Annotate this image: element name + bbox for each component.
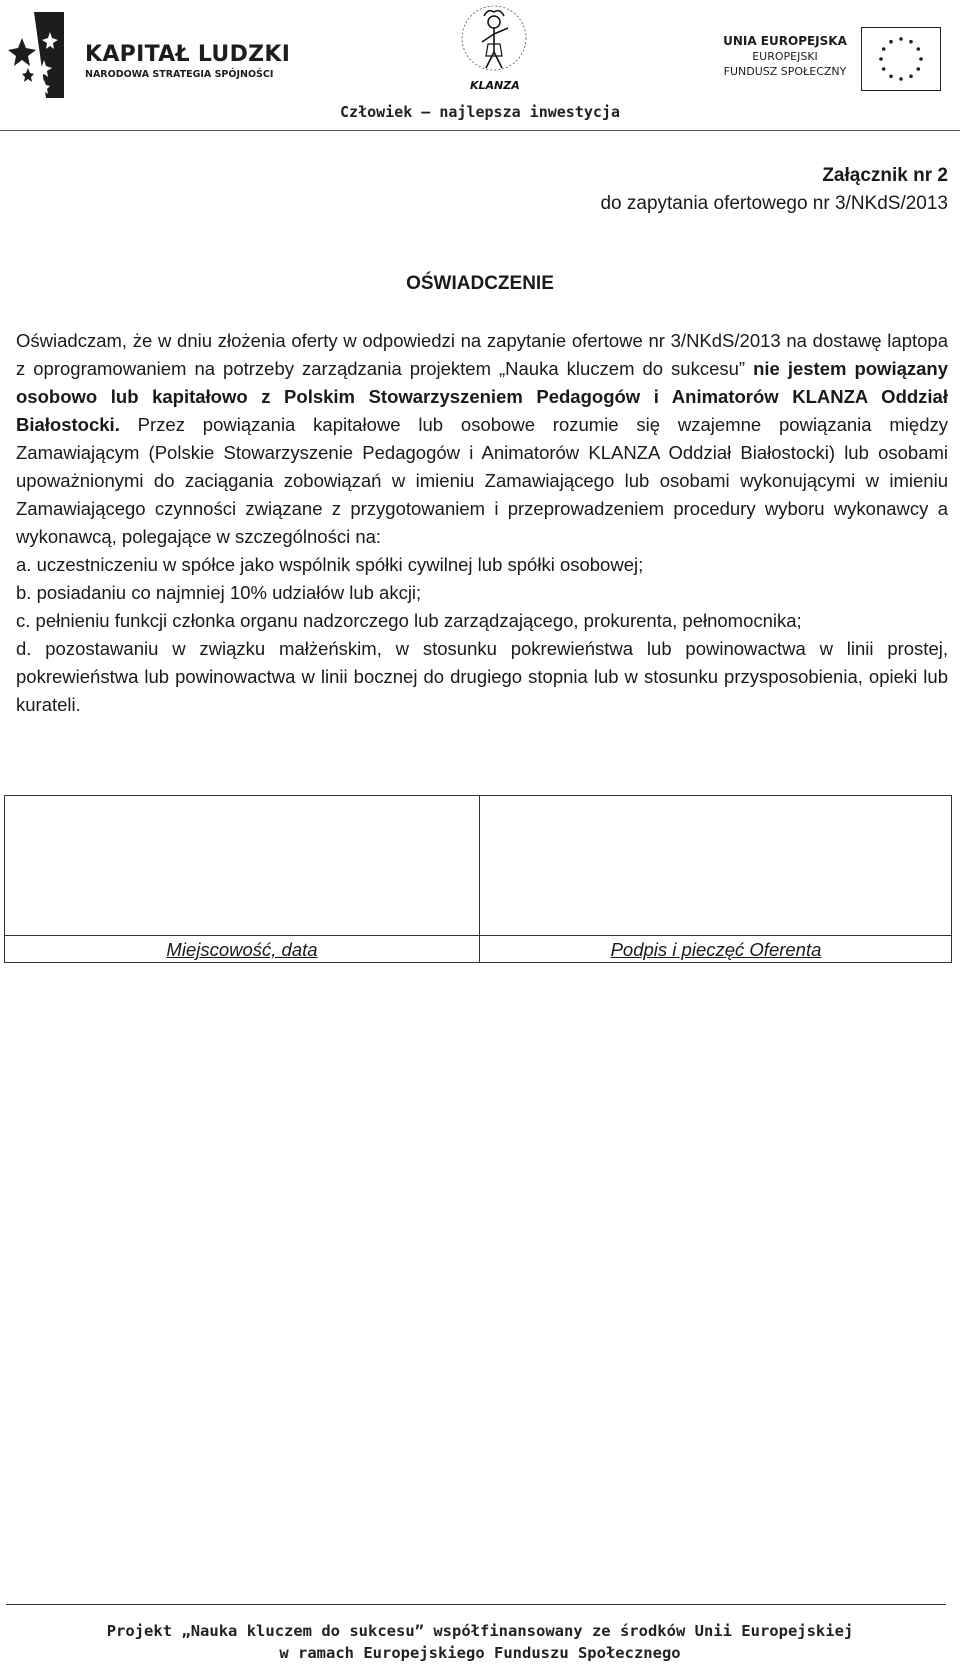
bold-statement: nie jestem powiązany osobowo lub kapitałowo z Polskim Stowarzyszeniem Pedagogów i Animatorów KLANZA Oddział Białostocki. <box>16 358 949 435</box>
declaration-body <box>16 327 948 719</box>
attachment-heading <box>600 162 948 218</box>
eu-line-1: UNIA EUROPEJSKA <box>723 34 847 48</box>
tagline: Człowiek – najlepsza inwestycja <box>340 103 620 121</box>
list-item: b. posiadaniu co najmniej 10% udziałów lub akcji; <box>16 582 422 603</box>
eu-flag-icon <box>861 27 941 91</box>
eu-line-3: FUNDUSZ SPOŁECZNY <box>723 65 847 78</box>
definition-text: Przez powiązania kapitałowe lub osobowe rozumie się wzajemne powiązania między Zamawiającym (Polskie Stowarzyszenie Pedagogów i Animatorów KLANZA Oddział Białostocki) lub osobami upoważnionymi do zaciągania zobowiązań w imieniu Zamawiającego lub osobami wykonującymi w imieniu Zamawiającego czynności związane z przygotowaniem i przeprowadzeniem procedury wyboru wykonawcy a wykonawcą, polegające w szczególności na: <box>16 414 948 547</box>
kapital-ludzki-logo-icon <box>6 10 66 100</box>
klanza-logo-text: KLANZA <box>470 79 520 92</box>
intro-text: Oświadczam, że w dniu złożenia oferty w odpowiedzi na zapytanie ofertowe nr 3/NKdS/2013 na dostawę laptopa z oprogramowaniem na potrzeby zarządzania projektem „Nauka kluczem do sukcesu” <box>16 330 948 379</box>
place-date-label: Miejscowość, data <box>166 939 318 960</box>
kapital-ludzki-subtitle: NARODOWA STRATEGIA SPÓJNOŚCI <box>85 69 274 80</box>
kapital-ludzki-title: KAPITAŁ LUDZKI <box>85 42 291 67</box>
document-title: OŚWIADCZENIE <box>406 273 554 294</box>
list-item: a. uczestniczeniu w spółce jako wspólnik spółki cywilnej lub spółki osobowej; <box>16 554 644 575</box>
footer-line-2: w ramach Europejskiego Funduszu Społecznego <box>279 1644 681 1662</box>
footer-divider <box>6 1604 946 1605</box>
list-item: d. pozostawaniu w związku małżeńskim, w stosunku pokrewieństwa lub powinowactwa w linii prostej, pokrewieństwa lub powinowactwa w linii bocznej do drugiego stopnia lub w stosunku przysposobienia, opieki lub kurateli. <box>16 638 948 715</box>
attachment-subtitle: do zapytania ofertowego nr 3/NKdS/2013 <box>600 193 948 214</box>
eu-line-2: EUROPEJSKI <box>752 50 818 63</box>
signature-table <box>4 795 952 963</box>
footer <box>0 1620 960 1664</box>
eu-fund-label <box>700 34 870 79</box>
signature-stamp-label: Podpis i pieczęć Oferenta <box>610 939 822 960</box>
list-item: c. pełnieniu funkcji członka organu nadzorczego lub zarządzającego, prokurenta, pełnomocnika; <box>16 610 802 631</box>
header-divider <box>0 130 960 131</box>
attachment-title: Załącznik nr 2 <box>822 165 948 186</box>
footer-line-1: Projekt „Nauka kluczem do sukcesu” współfinansowany ze środków Unii Europejskiej <box>106 1622 854 1640</box>
declaration-paragraph <box>16 327 948 551</box>
